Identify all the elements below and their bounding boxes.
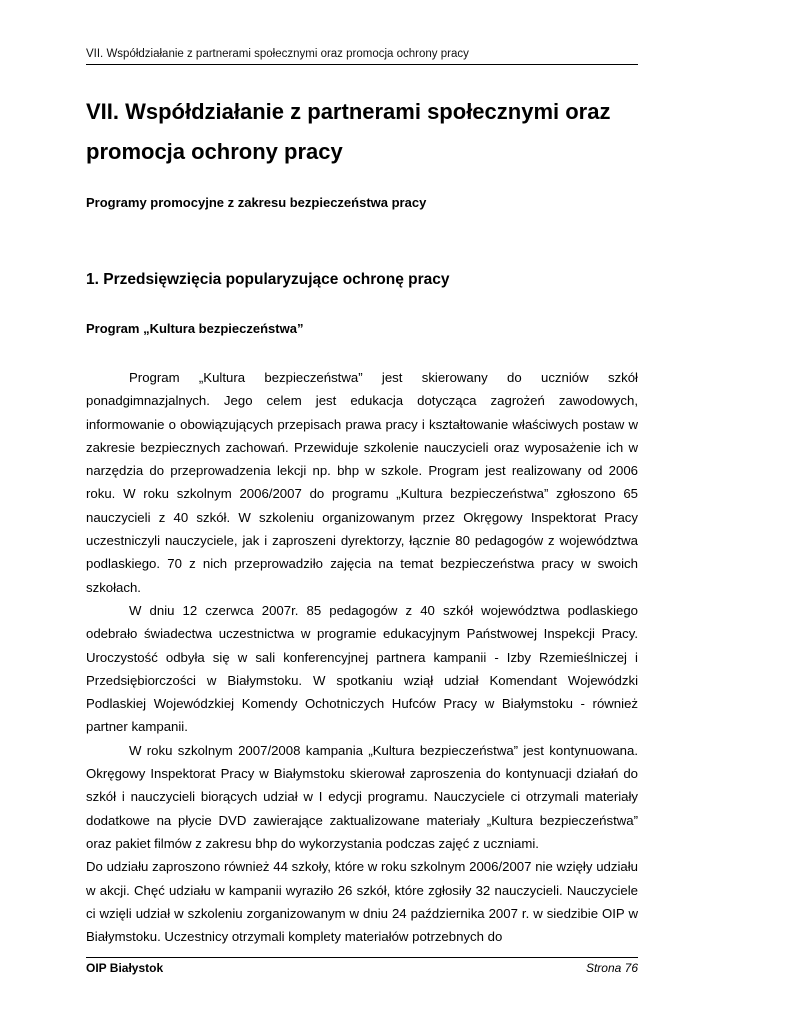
paragraph: Program „Kultura bezpieczeństwa” jest skierowany do uczniów szkół ponadgimnazjalnych. Jego celem jest edukacja dotycząca zagrożeń zawodowych, informowanie o obowiązujących przepisach prawa pracy i kształtowanie właściwych postaw w zakresie bezpiecznych zachowań. Przewiduje szkolenie nauczycieli oraz wyposażenie ich w narzędzia do przeprowadzenia lekcji np. bhp w szkole. Program jest realizowany od 2006 roku. W roku szkolnym 2006/2007 do programu „Kultura bezpieczeństwa” zgłoszono 65 nauczycieli z 40 szkół. W szkoleniu organizowanym przez Okręgowy Inspektorat Pracy uczestniczyli nauczyciele, jak i zaproszeni dyrektorzy, łącznie 80 pedagogów z województwa podlaskiego. 70 z nich przeprowadziło zajęcia na temat bezpieczeństwa pracy w swoich szkołach. [86, 370, 638, 595]
chapter-subtitle: Programy promocyjne z zakresu bezpieczeństwa pracy [86, 195, 427, 210]
paragraph: Do udziału zaproszono również 44 szkoły, które w roku szkolnym 2006/2007 nie wzięły udziału w akcji. Chęć udziału w kampanii wyraziło 26 szkół, które zgłosiły 32 nauczycieli. Nauczyciele ci wzięli udział w szkoleniu zorganizowanym w dniu 24 października 2007 r. w siedzibie OIP w Białymstoku. Uczestnicy otrzymali komplety materiałów potrzebnych do [86, 859, 638, 945]
running-header: VII. Współdziałanie z partnerami społecznymi oraz promocja ochrony pracy [86, 48, 638, 65]
footer-divider [86, 957, 638, 958]
section-heading: 1. Przedsięwzięcia popularyzujące ochronę pracy [86, 271, 450, 288]
paragraph: W roku szkolnym 2007/2008 kampania „Kultura bezpieczeństwa” jest kontynuowana. Okręgowy Inspektorat Pracy w Białymstoku skierował zaproszenia do kontynuacji działań do szkół i nauczycieli biorących udział w I edycji programu. Nauczyciele ci otrzymali materiały dodatkowe na płycie DVD zawierające zaktualizowane materiały „Kultura bezpieczeństwa” oraz pakiet filmów z zakresu bhp do wykorzystania podczas zajęć z uczniami. [86, 742, 638, 851]
program-heading: Program „Kultura bezpieczeństwa” [86, 321, 304, 336]
body-text [86, 366, 638, 948]
paragraph: W dniu 12 czerwca 2007r. 85 pedagogów z 40 szkół województwa podlaskiego odebrało świadectwa uczestnictwa w programie edukacyjnym Państwowej Inspekcji Pracy. Uroczystość odbyła się w sali konferencyjnej partnera kampanii - Izby Rzemieślniczej i Przedsiębiorczości w Białymstoku. W spotkaniu wziął udział Komendant Wojewódzki Podlaskiej Wojewódzkiej Komendy Ochotniczych Hufców Pracy w Białymstoku - również partner kampanii. [86, 602, 638, 735]
page-number: Strona 76 [585, 961, 638, 975]
footer-organization: OIP Białystok [86, 961, 164, 975]
chapter-title: VII. Współdziałanie z partnerami społecznymi oraz promocja ochrony pracy [86, 99, 611, 164]
